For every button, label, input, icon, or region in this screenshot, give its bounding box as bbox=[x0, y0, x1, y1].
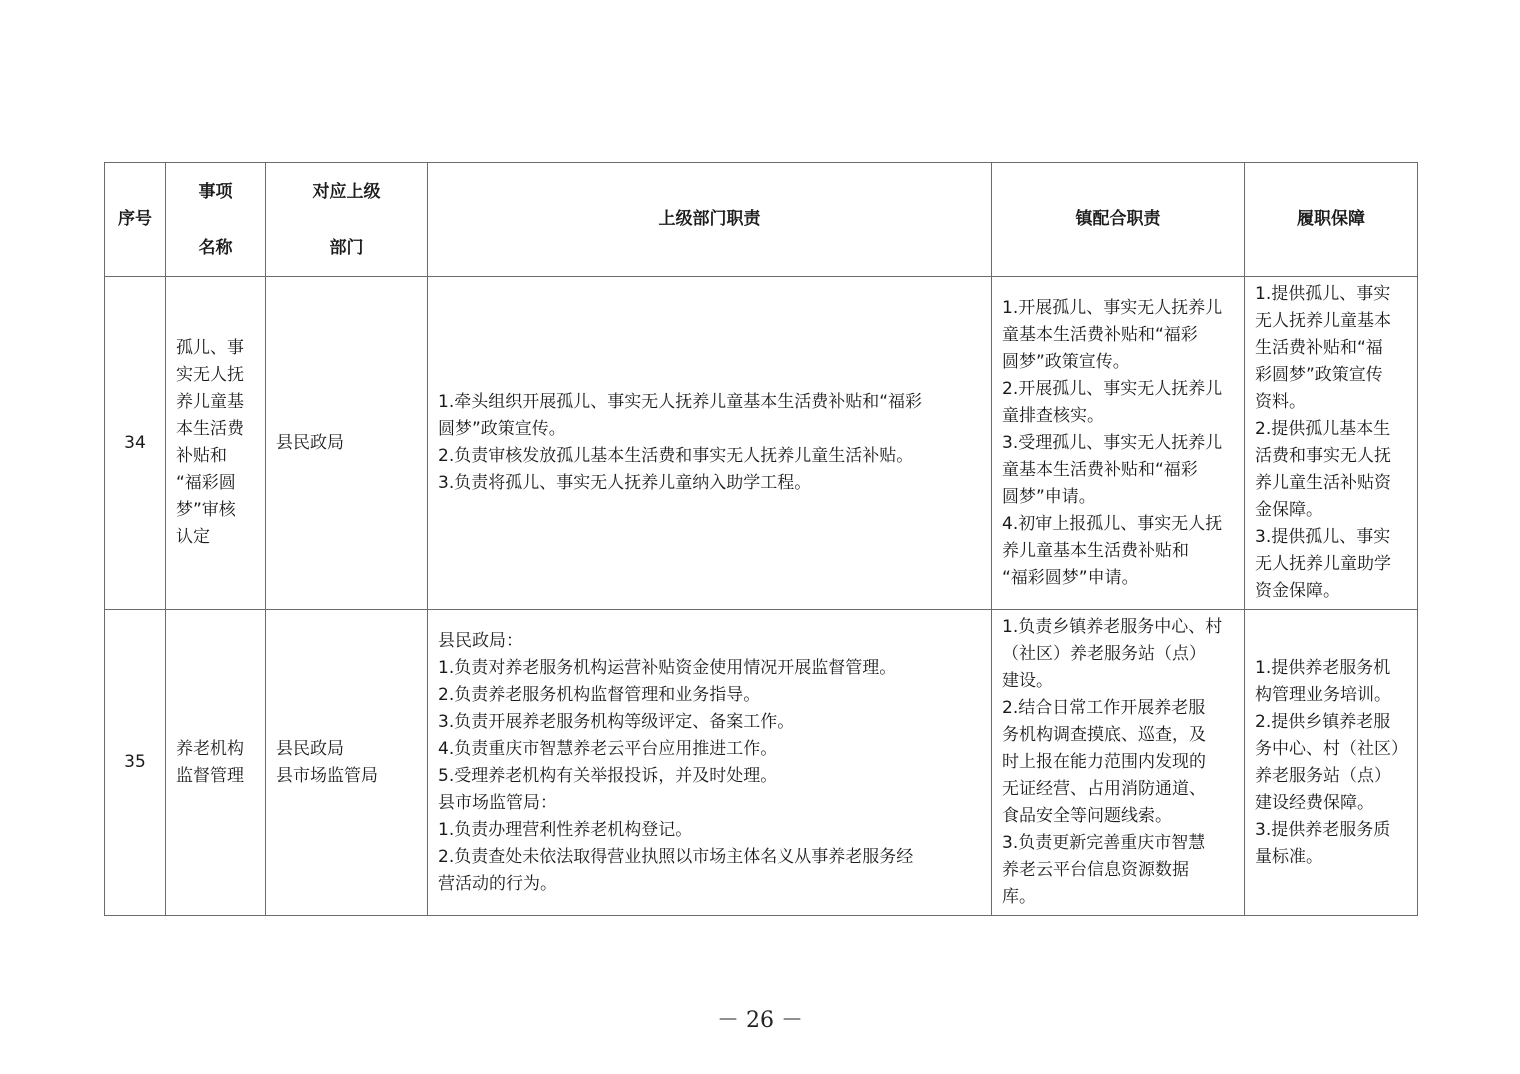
town-duty-line: 2.开展孤儿、事实无人抚养儿 bbox=[1002, 378, 1223, 399]
table-body bbox=[105, 277, 1418, 916]
upper-duty-line: 县民政局： bbox=[438, 630, 523, 651]
town-duty-line: 圆梦”申请。 bbox=[1002, 486, 1096, 507]
item-name-line: 本生活费 bbox=[176, 419, 244, 439]
town-duty-line: 1.负责乡镇养老服务中心、村 bbox=[1002, 617, 1223, 637]
header-item-name bbox=[166, 163, 266, 277]
guarantee-line: 生活费补贴和“福 bbox=[1255, 338, 1383, 358]
page-number: － 26 － bbox=[717, 1008, 803, 1033]
town-duty-line: “福彩圆梦”申请。 bbox=[1002, 567, 1139, 588]
header-row bbox=[105, 163, 1418, 277]
guarantee-line: 2.提供孤儿基本生 bbox=[1255, 419, 1391, 439]
duty-table bbox=[104, 162, 1418, 916]
guarantee-line: 务中心、村（社区） bbox=[1255, 738, 1408, 759]
town-duty-line: 库。 bbox=[1002, 887, 1036, 907]
seq-cell: 35 bbox=[105, 610, 166, 916]
town-duty-line: 3.受理孤儿、事实无人抚养儿 bbox=[1002, 432, 1223, 453]
header-town-duty: 镇配合职责 bbox=[992, 163, 1245, 277]
item-name-cell bbox=[166, 277, 266, 610]
guarantee-line: 无人抚养儿童基本 bbox=[1255, 311, 1391, 331]
guarantee-line: 3.提供养老服务质 bbox=[1255, 819, 1391, 840]
town-duty-line: 养儿童基本生活费补贴和 bbox=[1002, 540, 1189, 561]
upper-duty-line: 5.受理养老机构有关举报投诉，并及时处理。 bbox=[438, 765, 778, 786]
item-name-line: 实无人抚 bbox=[176, 365, 244, 385]
dept-cell bbox=[266, 610, 428, 916]
guarantee-line: 金保障。 bbox=[1255, 500, 1323, 520]
guarantee-line: 养儿童生活补贴资 bbox=[1255, 473, 1391, 493]
table-row bbox=[105, 277, 1418, 610]
item-name-line: 养儿童基 bbox=[176, 392, 244, 412]
upper-duty-cell bbox=[428, 277, 992, 610]
seq-cell: 34 bbox=[105, 277, 166, 610]
header-seq: 序号 bbox=[105, 163, 166, 277]
upper-duty-line: 2.负责审核发放孤儿基本生活费和事实无人抚养儿童生活补贴。 bbox=[438, 446, 914, 466]
guarantee-line: 养老服务站（点） bbox=[1255, 765, 1391, 786]
header-upper-duty: 上级部门职责 bbox=[428, 163, 992, 277]
guarantee-line: 1.提供养老服务机 bbox=[1255, 657, 1391, 678]
header-dept-line2: 部门 bbox=[329, 237, 364, 258]
town-duty-line: 童基本生活费补贴和“福彩 bbox=[1002, 324, 1198, 345]
item-name-line: 监督管理 bbox=[176, 765, 244, 786]
dept-cell bbox=[266, 277, 428, 610]
upper-duty-line: 3.负责将孤儿、事实无人抚养儿童纳入助学工程。 bbox=[438, 473, 812, 493]
upper-duty-line: 圆梦”政策宣传。 bbox=[438, 419, 566, 439]
upper-duty-line: 1.负责办理营利性养老机构登记。 bbox=[438, 819, 693, 840]
header-dept bbox=[266, 163, 428, 277]
dept-line: 县民政局 bbox=[276, 738, 344, 759]
dept-line: 县民政局 bbox=[276, 432, 344, 453]
guarantee-line: 活费和事实无人抚 bbox=[1255, 446, 1391, 466]
upper-duty-line: 3.负责开展养老服务机构等级评定、备案工作。 bbox=[438, 711, 795, 732]
guarantee-line: 3.提供孤儿、事实 bbox=[1255, 527, 1391, 547]
town-duty-line: 时上报在能力范围内发现的 bbox=[1002, 752, 1206, 772]
guarantee-line: 构管理业务培训。 bbox=[1255, 684, 1391, 705]
guarantee-line: 无人抚养儿童助学 bbox=[1255, 554, 1391, 574]
town-duty-line: 3.负责更新完善重庆市智慧 bbox=[1002, 833, 1206, 853]
guarantee-line: 1.提供孤儿、事实 bbox=[1255, 284, 1391, 304]
town-duty-cell bbox=[992, 277, 1245, 610]
header-guarantee: 履职保障 bbox=[1245, 163, 1418, 277]
town-duty-line: 童排查核实。 bbox=[1002, 405, 1104, 426]
guarantee-line: 彩圆梦”政策宣传 bbox=[1255, 365, 1383, 385]
town-duty-line: 1.开展孤儿、事实无人抚养儿 bbox=[1002, 297, 1223, 318]
town-duty-line: （社区）养老服务站（点） bbox=[1002, 644, 1206, 664]
town-duty-line: 2.结合日常工作开展养老服 bbox=[1002, 698, 1206, 718]
town-duty-line: 圆梦”政策宣传。 bbox=[1002, 351, 1130, 372]
upper-duty-line: 1.牵头组织开展孤儿、事实无人抚养儿童基本生活费补贴和“福彩 bbox=[438, 392, 923, 412]
guarantee-line: 2.提供乡镇养老服 bbox=[1255, 711, 1391, 732]
upper-duty-line: 2.负责查处未依法取得营业执照以市场主体名义从事养老服务经 bbox=[438, 846, 914, 867]
guarantee-cell bbox=[1245, 610, 1418, 916]
town-duty-line: 务机构调查摸底、巡查，及 bbox=[1002, 725, 1206, 745]
guarantee-line: 量标准。 bbox=[1255, 846, 1323, 867]
header-item-line1: 事项 bbox=[198, 181, 233, 202]
upper-duty-cell bbox=[428, 610, 992, 916]
header-dept-line1: 对应上级 bbox=[312, 181, 381, 202]
item-name-line: 梦”审核 bbox=[176, 500, 236, 520]
upper-duty-line: 2.负责养老服务机构监督管理和业务指导。 bbox=[438, 684, 761, 705]
town-duty-line: 童基本生活费补贴和“福彩 bbox=[1002, 459, 1198, 480]
town-duty-cell bbox=[992, 610, 1245, 916]
town-duty-line: 养老云平台信息资源数据 bbox=[1002, 860, 1189, 880]
upper-duty-line: 4.负责重庆市智慧养老云平台应用推进工作。 bbox=[438, 738, 778, 759]
item-name-line: 补贴和 bbox=[176, 446, 227, 466]
guarantee-line: 建设经费保障。 bbox=[1255, 792, 1374, 813]
guarantee-cell bbox=[1245, 277, 1418, 610]
guarantee-line: 资料。 bbox=[1255, 392, 1306, 412]
item-name-line: 孤儿、事 bbox=[176, 338, 244, 358]
item-name-line: 认定 bbox=[176, 527, 210, 547]
upper-duty-line: 县市场监管局： bbox=[438, 792, 557, 813]
town-duty-line: 建设。 bbox=[1002, 671, 1053, 691]
upper-duty-line: 1.负责对养老服务机构运营补贴资金使用情况开展监督管理。 bbox=[438, 657, 897, 678]
table-row bbox=[105, 610, 1418, 916]
town-duty-line: 无证经营、占用消防通道、 bbox=[1002, 779, 1206, 799]
item-name-line: “福彩圆 bbox=[176, 473, 236, 493]
dept-line: 县市场监管局 bbox=[276, 765, 378, 786]
town-duty-line: 4.初审上报孤儿、事实无人抚 bbox=[1002, 513, 1223, 534]
town-duty-line: 食品安全等问题线索。 bbox=[1002, 806, 1172, 826]
item-name-cell bbox=[166, 610, 266, 916]
upper-duty-line: 营活动的行为。 bbox=[438, 873, 557, 894]
header-item-line2: 名称 bbox=[198, 237, 233, 258]
item-name-line: 养老机构 bbox=[176, 738, 244, 759]
guarantee-line: 资金保障。 bbox=[1255, 581, 1340, 601]
